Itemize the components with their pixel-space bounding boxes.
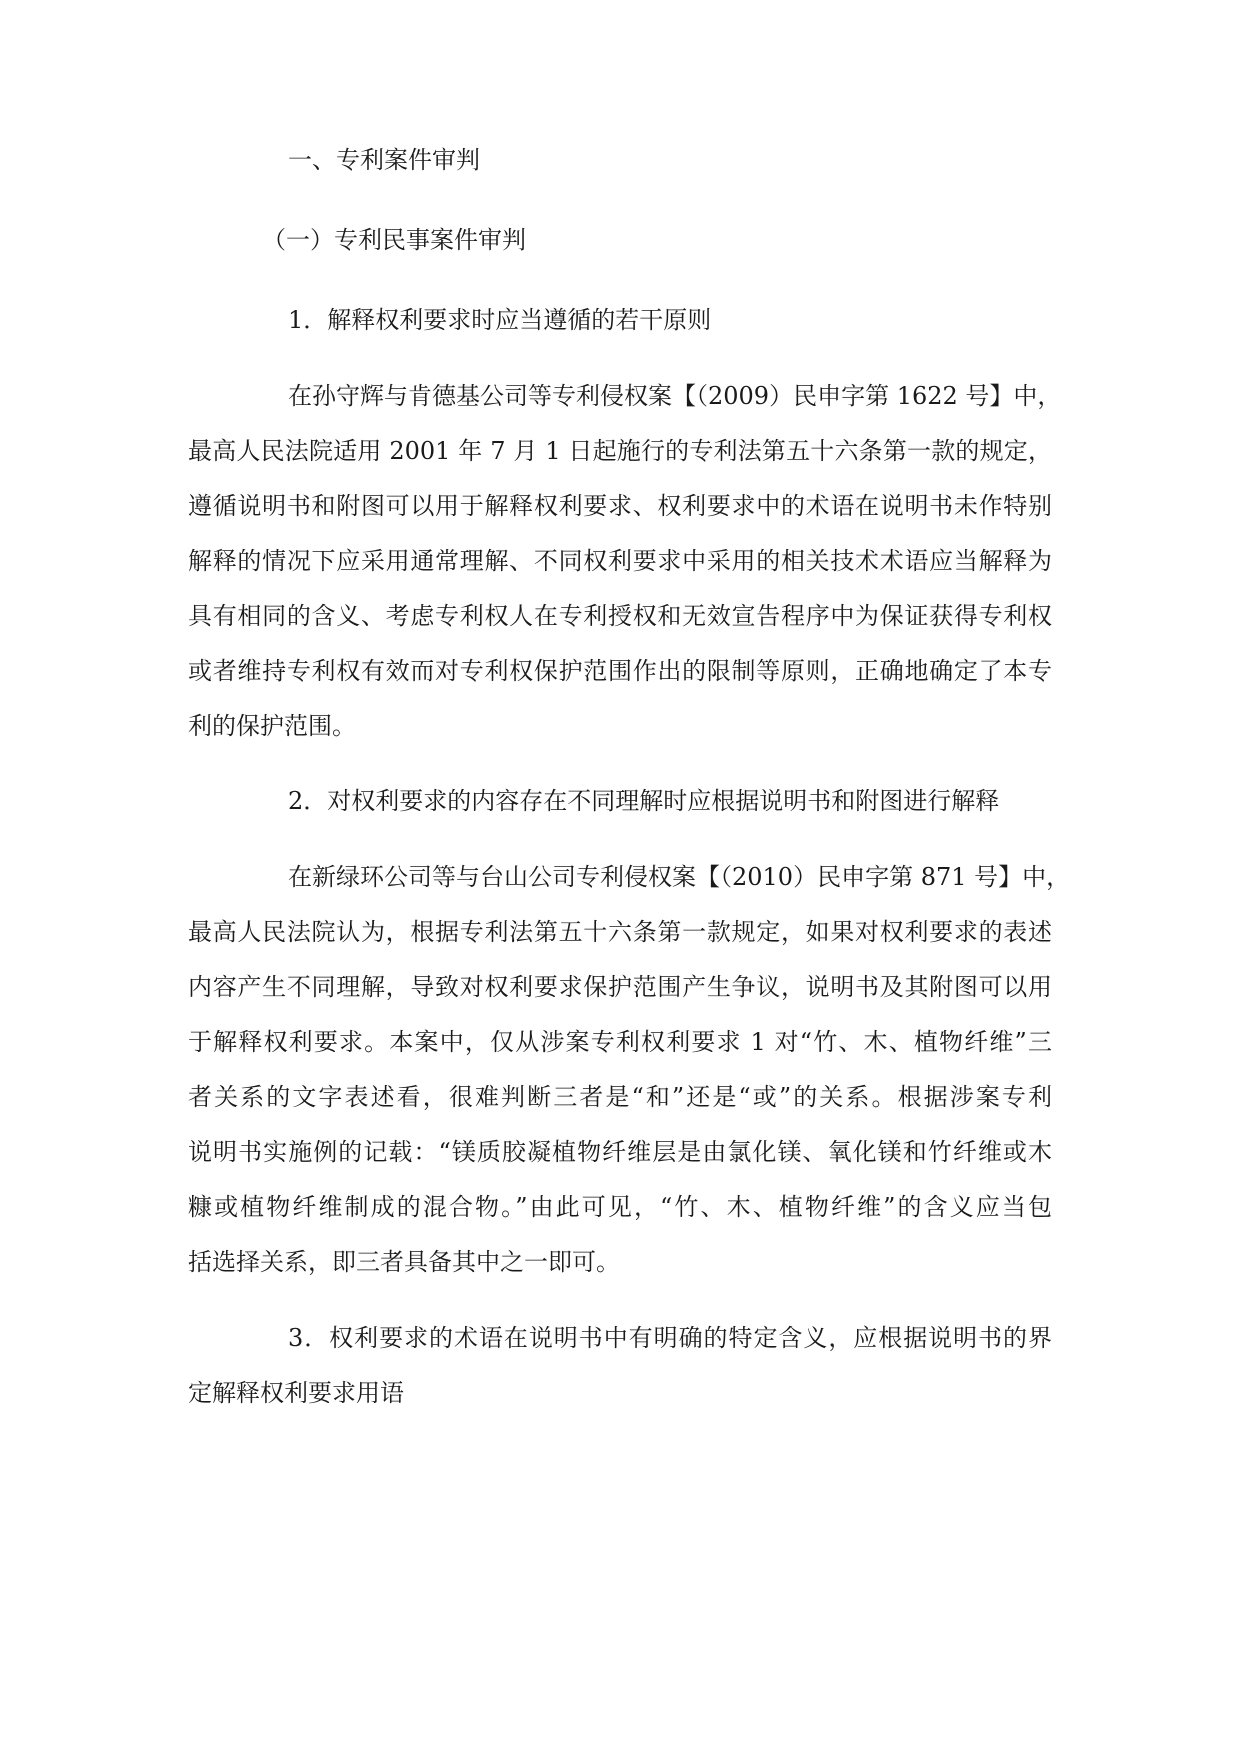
paragraph-line: 说明书实施例的记载：“镁质胶凝植物纤维层是由氯化镁、氧化镁和竹纤维或木: [188, 1138, 1052, 1166]
section2-title: 2．对权利要求的内容存在不同理解时应根据说明书和附图进行解释: [288, 787, 1000, 815]
paragraph-line: 糠或植物纤维制成的混合物。”由此可见，“竹、木、植物纤维”的含义应当包: [188, 1193, 1052, 1221]
paragraph-line: 在孙守辉与肯德基公司等专利侵权案【（2009）民申字第 1622 号】中，: [288, 382, 1062, 410]
paragraph-line: 最高人民法院认为，根据专利法第五十六条第一款规定，如果对权利要求的表述: [188, 918, 1052, 946]
paragraph-line: 最高人民法院适用 2001 年 7 月 1 日起施行的专利法第五十六条第一款的规定，: [188, 437, 1052, 465]
paragraph-line: 括选择关系，即三者具备其中之一即可。: [188, 1248, 620, 1276]
paragraph-line: 遵循说明书和附图可以用于解释权利要求、权利要求中的术语在说明书未作特别: [188, 492, 1052, 520]
section3-title-line: 定解释权利要求用语: [188, 1379, 404, 1407]
heading-patent-trial: 一、专利案件审判: [288, 146, 480, 174]
paragraph-line: 者关系的文字表述看，很难判断三者是“和”还是“或”的关系。根据涉案专利: [188, 1083, 1052, 1111]
paragraph-line: 利的保护范围。: [188, 712, 356, 740]
paragraph-line: 于解释权利要求。本案中，仅从涉案专利权利要求 1 对“竹、木、植物纤维”三: [188, 1028, 1052, 1056]
heading-civil-patent-trial: （一）专利民事案件审判: [262, 226, 526, 254]
paragraph-line: 内容产生不同理解，导致对权利要求保护范围产生争议，说明书及其附图可以用: [188, 973, 1052, 1001]
paragraph-line: 在新绿环公司等与台山公司专利侵权案【（2010）民申字第 871 号】中，: [288, 863, 1071, 891]
section3-title-line: 3．权利要求的术语在说明书中有明确的特定含义，应根据说明书的界: [288, 1324, 1052, 1352]
paragraph-line: 具有相同的含义、考虑专利权人在专利授权和无效宣告程序中为保证获得专利权: [188, 602, 1052, 630]
paragraph-line: 解释的情况下应采用通常理解、不同权利要求中采用的相关技术术语应当解释为: [188, 547, 1052, 575]
section1-title: 1．解释权利要求时应当遵循的若干原则: [288, 306, 712, 334]
paragraph-line: 或者维持专利权有效而对专利权保护范围作出的限制等原则，正确地确定了本专: [188, 657, 1052, 685]
